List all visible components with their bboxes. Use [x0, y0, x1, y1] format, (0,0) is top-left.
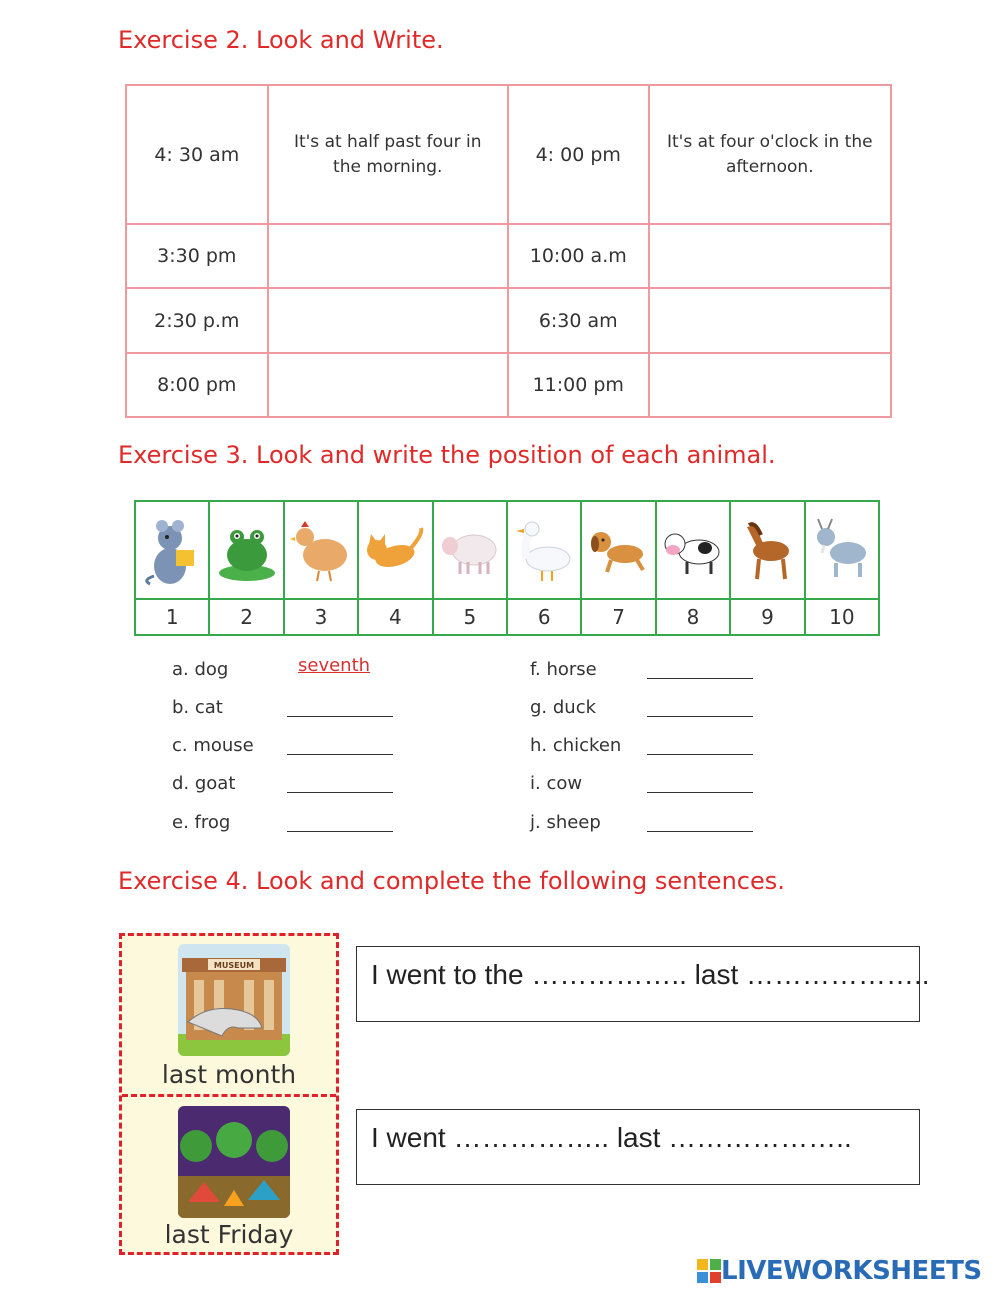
- logo-badge-icon: [697, 1259, 721, 1283]
- answer-blank[interactable]: [287, 715, 393, 717]
- answer-label: b. cat: [172, 697, 223, 718]
- exercise-3-heading: Exercise 3. Look and write the position of each animal.: [118, 441, 776, 469]
- dog-icon: [582, 502, 654, 600]
- duck-icon: [508, 502, 580, 600]
- time-cell: 8:00 pm: [126, 353, 268, 417]
- answer-input[interactable]: [278, 366, 497, 403]
- cow-icon: [657, 502, 729, 600]
- answer-input[interactable]: [659, 238, 880, 275]
- animal-strip: [134, 500, 880, 636]
- time-cell: 2:30 p.m: [126, 288, 268, 352]
- answer-label: a. dog: [172, 659, 229, 680]
- table-row: [126, 224, 891, 288]
- filled-answer[interactable]: seventh: [298, 655, 371, 676]
- answer-blank[interactable]: [647, 791, 753, 793]
- answer-input[interactable]: [659, 302, 880, 339]
- answer-blank[interactable]: [647, 677, 753, 679]
- answer-label: d. goat: [172, 773, 236, 794]
- animal-number: 7: [612, 605, 625, 629]
- animal-number: 3: [314, 605, 328, 629]
- animal-number: 5: [463, 605, 477, 629]
- answer-blank[interactable]: [647, 715, 753, 717]
- logo-text: LIVEWORKSHEETS: [721, 1256, 982, 1286]
- answer-input-cell[interactable]: [268, 288, 508, 352]
- animal-cell: [582, 502, 656, 634]
- animal-cell: [657, 502, 731, 634]
- picture-panel: [119, 933, 339, 1255]
- animal-cell: [210, 502, 284, 634]
- answer-label: e. frog: [172, 812, 231, 833]
- answer-blank[interactable]: [287, 791, 393, 793]
- table-row: [126, 288, 891, 352]
- answer-label: i. cow: [530, 773, 583, 794]
- sentence-box[interactable]: I went …………….. last ………………..: [356, 1109, 920, 1185]
- animal-number: 9: [761, 605, 774, 629]
- liveworksheets-logo: [697, 1256, 982, 1286]
- card-caption: last month: [161, 1060, 297, 1089]
- answer-input-cell[interactable]: [649, 288, 891, 352]
- animal-cell: [731, 502, 805, 634]
- answer-label: f. horse: [530, 659, 597, 680]
- animal-number: 6: [537, 605, 551, 629]
- animal-cell: [136, 502, 210, 634]
- animal-number: 10: [829, 605, 855, 629]
- answer-cell: It's at four o'clock in the afternoon.: [649, 85, 891, 224]
- museum-icon: [178, 944, 290, 1056]
- museum-sign: MUSEUM: [213, 961, 255, 970]
- time-cell: 10:00 a.m: [508, 224, 649, 288]
- goat-icon: [806, 502, 878, 600]
- answer-input-cell[interactable]: [649, 224, 891, 288]
- answer-input[interactable]: [659, 366, 880, 403]
- exercise-2-heading: Exercise 2. Look and Write.: [118, 26, 444, 54]
- time-cell: 4: 30 am: [126, 85, 268, 224]
- animal-number: 4: [389, 605, 402, 629]
- animal-cell: [359, 502, 433, 634]
- answer-input[interactable]: [278, 238, 497, 275]
- mouse-icon: [136, 502, 208, 600]
- answer-input-cell[interactable]: [268, 224, 508, 288]
- table-row: [126, 85, 891, 224]
- card-caption: last Friday: [164, 1220, 294, 1249]
- animal-cell: [806, 502, 878, 634]
- time-cell: 6:30 am: [508, 288, 649, 352]
- answer-blank[interactable]: [647, 753, 753, 755]
- answer-input-cell[interactable]: [649, 353, 891, 417]
- animal-number: 2: [240, 605, 253, 629]
- sentence-box[interactable]: I went to the …………….. last ………………..: [356, 946, 920, 1022]
- cat-icon: [359, 502, 431, 600]
- animal-cell: [508, 502, 582, 634]
- campsite-icon: [178, 1106, 290, 1218]
- answer-blank[interactable]: [287, 830, 393, 832]
- answer-input-cell[interactable]: [268, 353, 508, 417]
- answer-blank[interactable]: [647, 830, 753, 832]
- time-cell: 3:30 pm: [126, 224, 268, 288]
- table-row: [126, 353, 891, 417]
- answer-label: j. sheep: [530, 812, 601, 833]
- sheep-icon: [434, 502, 506, 600]
- panel-divider: [122, 1094, 336, 1097]
- time-cell: 11:00 pm: [508, 353, 649, 417]
- chicken-icon: [285, 502, 357, 600]
- exercise-4-heading: Exercise 4. Look and complete the following sentences.: [118, 867, 785, 895]
- frog-icon: [210, 502, 282, 600]
- animal-number: 1: [165, 605, 179, 629]
- answer-label: c. mouse: [172, 735, 254, 756]
- answer-cell: It's at half past four in the morning.: [268, 85, 508, 224]
- time-cell: 4: 00 pm: [508, 85, 649, 224]
- time-table: [125, 84, 892, 418]
- animal-cell: [285, 502, 359, 634]
- horse-icon: [731, 502, 803, 600]
- answer-label: h. chicken: [530, 735, 622, 756]
- animal-number: 8: [686, 605, 700, 629]
- answer-input[interactable]: [278, 302, 497, 339]
- answer-blank[interactable]: [287, 753, 393, 755]
- animal-cell: [434, 502, 508, 634]
- answer-label: g. duck: [530, 697, 597, 718]
